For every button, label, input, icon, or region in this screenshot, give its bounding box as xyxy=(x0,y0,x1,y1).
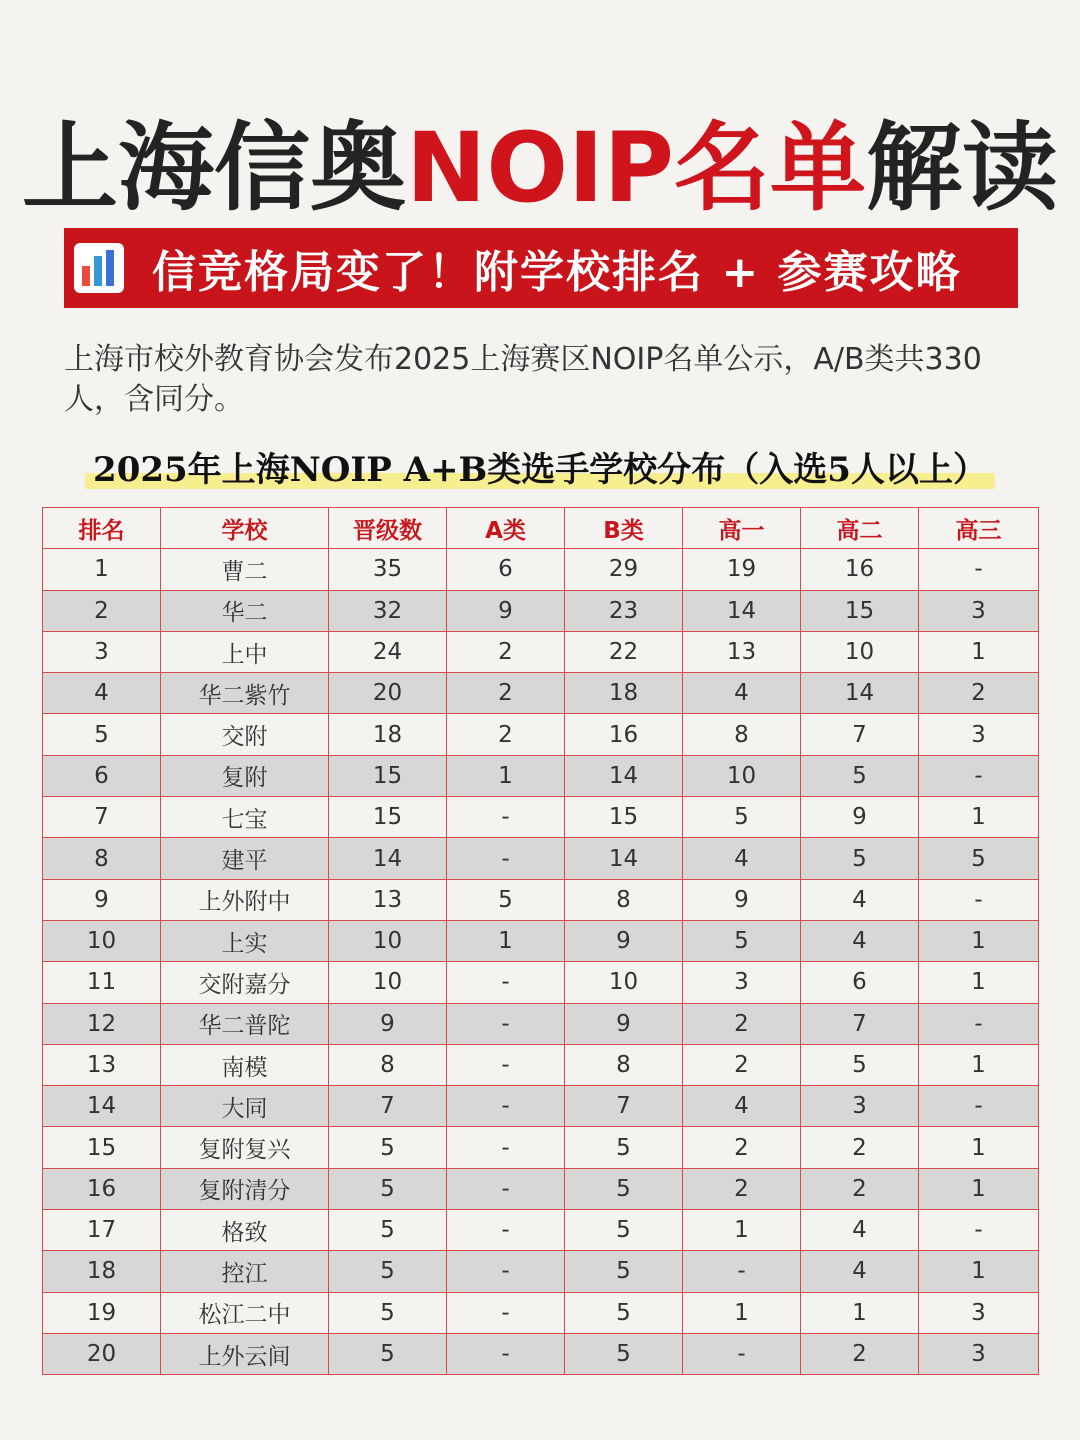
table-cell-b-class: 29 xyxy=(565,549,683,590)
table-cell-grade-11: 10 xyxy=(801,631,919,672)
table-cell-grade-12: 3 xyxy=(919,590,1039,631)
table-row xyxy=(43,838,1039,879)
table-cell-qualified: 24 xyxy=(329,631,447,672)
table-cell-grade-11: 6 xyxy=(801,962,919,1003)
table-cell-b-class: 5 xyxy=(565,1168,683,1209)
table-cell-rank: 15 xyxy=(43,1127,161,1168)
table-cell-rank: 17 xyxy=(43,1210,161,1251)
table-row xyxy=(43,590,1039,631)
table-cell-grade-10: 8 xyxy=(683,714,801,755)
table-cell-rank: 18 xyxy=(43,1251,161,1292)
table-cell-qualified: 5 xyxy=(329,1210,447,1251)
table-cell-grade-10: 13 xyxy=(683,631,801,672)
table-cell-grade-11: 4 xyxy=(801,1210,919,1251)
table-cell-rank: 4 xyxy=(43,673,161,714)
table-row xyxy=(43,755,1039,796)
table-cell-qualified: 35 xyxy=(329,549,447,590)
table-cell-a-class: 1 xyxy=(447,920,565,961)
table-cell-grade-10: 2 xyxy=(683,1003,801,1044)
table-cell-a-class: 6 xyxy=(447,549,565,590)
table-cell-a-class: - xyxy=(447,1333,565,1374)
table-cell-qualified: 10 xyxy=(329,920,447,961)
table-cell-qualified: 15 xyxy=(329,755,447,796)
table-cell-a-class: - xyxy=(447,1168,565,1209)
table-cell-rank: 19 xyxy=(43,1292,161,1333)
column-header-a-class: A类 xyxy=(447,508,565,549)
table-cell-school: 复附 xyxy=(161,755,329,796)
table-cell-a-class: 5 xyxy=(447,879,565,920)
table-cell-school: 大同 xyxy=(161,1086,329,1127)
table-row xyxy=(43,1251,1039,1292)
table-cell-qualified: 7 xyxy=(329,1086,447,1127)
table-cell-b-class: 18 xyxy=(565,673,683,714)
table-row xyxy=(43,1086,1039,1127)
table-row xyxy=(43,631,1039,672)
table-cell-qualified: 5 xyxy=(329,1127,447,1168)
table-cell-school: 复附清分 xyxy=(161,1168,329,1209)
table-cell-rank: 1 xyxy=(43,549,161,590)
table-row xyxy=(43,1210,1039,1251)
table-cell-school: 华二 xyxy=(161,590,329,631)
table-cell-grade-10: 9 xyxy=(683,879,801,920)
table-cell-grade-12: 1 xyxy=(919,1168,1039,1209)
table-title xyxy=(85,442,995,491)
table-cell-b-class: 14 xyxy=(565,755,683,796)
table-cell-b-class: 5 xyxy=(565,1210,683,1251)
table-cell-school: 建平 xyxy=(161,838,329,879)
table-row xyxy=(43,920,1039,961)
table-cell-rank: 12 xyxy=(43,1003,161,1044)
table-header-row xyxy=(43,508,1039,549)
table-cell-grade-10: - xyxy=(683,1251,801,1292)
table-cell-qualified: 15 xyxy=(329,797,447,838)
table-cell-grade-12: 1 xyxy=(919,920,1039,961)
table-cell-grade-11: 5 xyxy=(801,838,919,879)
table-cell-school: 松江二中 xyxy=(161,1292,329,1333)
table-cell-grade-11: 16 xyxy=(801,549,919,590)
table-cell-a-class: - xyxy=(447,1251,565,1292)
table-cell-grade-10: 3 xyxy=(683,962,801,1003)
table-row xyxy=(43,879,1039,920)
table-cell-school: 上中 xyxy=(161,631,329,672)
table-cell-grade-12: 1 xyxy=(919,1127,1039,1168)
table-cell-grade-11: 7 xyxy=(801,1003,919,1044)
table-cell-a-class: - xyxy=(447,1003,565,1044)
column-header-qualified: 晋级数 xyxy=(329,508,447,549)
table-cell-qualified: 32 xyxy=(329,590,447,631)
table-cell-a-class: 9 xyxy=(447,590,565,631)
table-cell-b-class: 10 xyxy=(565,962,683,1003)
table-cell-a-class: 2 xyxy=(447,673,565,714)
table-cell-school: 上外附中 xyxy=(161,879,329,920)
table-cell-grade-11: 5 xyxy=(801,1044,919,1085)
table-cell-a-class: - xyxy=(447,1292,565,1333)
table-cell-school: 交附嘉分 xyxy=(161,962,329,1003)
table-cell-a-class: - xyxy=(447,797,565,838)
table-cell-qualified: 5 xyxy=(329,1168,447,1209)
table-cell-grade-12: - xyxy=(919,755,1039,796)
table-cell-qualified: 18 xyxy=(329,714,447,755)
title-part-2: NOIP名单 xyxy=(405,112,867,224)
table-cell-grade-12: 1 xyxy=(919,1044,1039,1085)
table-cell-b-class: 22 xyxy=(565,631,683,672)
table-cell-school: 复附复兴 xyxy=(161,1127,329,1168)
table-row xyxy=(43,1333,1039,1374)
table-row xyxy=(43,1127,1039,1168)
table-cell-grade-10: 4 xyxy=(683,1086,801,1127)
table-cell-grade-12: 1 xyxy=(919,1251,1039,1292)
table-cell-a-class: - xyxy=(447,838,565,879)
table-cell-b-class: 16 xyxy=(565,714,683,755)
table-cell-grade-10: 19 xyxy=(683,549,801,590)
table-cell-qualified: 20 xyxy=(329,673,447,714)
table-cell-qualified: 5 xyxy=(329,1333,447,1374)
table-cell-rank: 10 xyxy=(43,920,161,961)
table-cell-rank: 5 xyxy=(43,714,161,755)
table-cell-grade-10: 2 xyxy=(683,1127,801,1168)
table-cell-grade-11: 2 xyxy=(801,1127,919,1168)
table-cell-qualified: 10 xyxy=(329,962,447,1003)
table-cell-b-class: 7 xyxy=(565,1086,683,1127)
table-cell-grade-11: 4 xyxy=(801,1251,919,1292)
table-row xyxy=(43,797,1039,838)
table-cell-grade-11: 4 xyxy=(801,879,919,920)
table-cell-grade-11: 4 xyxy=(801,920,919,961)
table-cell-grade-10: 2 xyxy=(683,1168,801,1209)
subtitle-banner xyxy=(64,228,1018,308)
table-cell-qualified: 14 xyxy=(329,838,447,879)
table-cell-b-class: 5 xyxy=(565,1127,683,1168)
table-cell-a-class: - xyxy=(447,962,565,1003)
table-cell-school: 交附 xyxy=(161,714,329,755)
table-cell-school: 格致 xyxy=(161,1210,329,1251)
title-part-3: 解读 xyxy=(866,112,1059,224)
table-cell-rank: 13 xyxy=(43,1044,161,1085)
table-cell-grade-11: 9 xyxy=(801,797,919,838)
table-cell-grade-12: 2 xyxy=(919,673,1039,714)
table-row xyxy=(43,962,1039,1003)
table-row xyxy=(43,673,1039,714)
table-cell-grade-12: - xyxy=(919,1210,1039,1251)
table-cell-a-class: 2 xyxy=(447,631,565,672)
title-part-1: 上海信奥 xyxy=(21,112,406,224)
table-cell-grade-10: 2 xyxy=(683,1044,801,1085)
table-cell-b-class: 9 xyxy=(565,1003,683,1044)
table-cell-rank: 16 xyxy=(43,1168,161,1209)
table-cell-rank: 2 xyxy=(43,590,161,631)
table-cell-school: 上实 xyxy=(161,920,329,961)
school-ranking-table xyxy=(42,507,1039,1375)
table-cell-school: 控江 xyxy=(161,1251,329,1292)
table-cell-grade-12: 3 xyxy=(919,1292,1039,1333)
table-cell-grade-10: 5 xyxy=(683,797,801,838)
table-row xyxy=(43,1292,1039,1333)
table-cell-grade-10: 1 xyxy=(683,1210,801,1251)
table-cell-a-class: - xyxy=(447,1210,565,1251)
table-cell-qualified: 13 xyxy=(329,879,447,920)
table-cell-rank: 14 xyxy=(43,1086,161,1127)
table-cell-school: 曹二 xyxy=(161,549,329,590)
column-header-school: 学校 xyxy=(161,508,329,549)
table-cell-grade-10: 5 xyxy=(683,920,801,961)
table-cell-school: 华二紫竹 xyxy=(161,673,329,714)
table-row xyxy=(43,1168,1039,1209)
table-cell-grade-11: 15 xyxy=(801,590,919,631)
page-title xyxy=(0,108,1080,228)
table-cell-a-class: - xyxy=(447,1127,565,1168)
column-header-grade-10: 高一 xyxy=(683,508,801,549)
table-cell-school: 南模 xyxy=(161,1044,329,1085)
table-cell-school: 七宝 xyxy=(161,797,329,838)
table-cell-grade-12: - xyxy=(919,549,1039,590)
table-cell-grade-12: 1 xyxy=(919,631,1039,672)
table-cell-grade-10: 1 xyxy=(683,1292,801,1333)
table-cell-b-class: 5 xyxy=(565,1251,683,1292)
table-cell-grade-11: 1 xyxy=(801,1292,919,1333)
table-cell-rank: 9 xyxy=(43,879,161,920)
table-cell-a-class: 2 xyxy=(447,714,565,755)
table-cell-rank: 20 xyxy=(43,1333,161,1374)
table-cell-grade-11: 2 xyxy=(801,1168,919,1209)
table-cell-rank: 11 xyxy=(43,962,161,1003)
table-cell-b-class: 9 xyxy=(565,920,683,961)
table-cell-b-class: 14 xyxy=(565,838,683,879)
table-row xyxy=(43,549,1039,590)
table-cell-rank: 6 xyxy=(43,755,161,796)
table-cell-grade-12: - xyxy=(919,1086,1039,1127)
table-cell-grade-11: 5 xyxy=(801,755,919,796)
table-row xyxy=(43,714,1039,755)
table-cell-grade-12: 1 xyxy=(919,962,1039,1003)
table-cell-b-class: 5 xyxy=(565,1333,683,1374)
table-cell-grade-11: 2 xyxy=(801,1333,919,1374)
table-cell-grade-11: 3 xyxy=(801,1086,919,1127)
table-cell-grade-12: 1 xyxy=(919,797,1039,838)
table-title-text: 2025年上海NOIP A+B类选手学校分布（入选5人以上） xyxy=(93,450,987,490)
table-row xyxy=(43,1003,1039,1044)
table-cell-rank: 8 xyxy=(43,838,161,879)
table-cell-grade-10: 14 xyxy=(683,590,801,631)
column-header-b-class: B类 xyxy=(565,508,683,549)
table-cell-grade-12: - xyxy=(919,879,1039,920)
table-cell-b-class: 15 xyxy=(565,797,683,838)
bar-chart-icon xyxy=(74,243,124,293)
table-cell-grade-10: - xyxy=(683,1333,801,1374)
table-cell-grade-12: - xyxy=(919,1003,1039,1044)
table-cell-qualified: 5 xyxy=(329,1251,447,1292)
table-cell-school: 华二普陀 xyxy=(161,1003,329,1044)
table-cell-school: 上外云间 xyxy=(161,1333,329,1374)
table-cell-grade-10: 10 xyxy=(683,755,801,796)
column-header-grade-11: 高二 xyxy=(801,508,919,549)
table-cell-a-class: - xyxy=(447,1086,565,1127)
table-cell-grade-11: 14 xyxy=(801,673,919,714)
table-cell-a-class: 1 xyxy=(447,755,565,796)
table-cell-a-class: - xyxy=(447,1044,565,1085)
intro-paragraph: 上海市校外教育协会发布2025上海赛区NOIP名单公示，A/B类共330人，含同分。 xyxy=(64,342,982,417)
table-cell-grade-11: 7 xyxy=(801,714,919,755)
table-cell-grade-10: 4 xyxy=(683,673,801,714)
table-cell-qualified: 8 xyxy=(329,1044,447,1085)
table-cell-rank: 7 xyxy=(43,797,161,838)
table-cell-b-class: 8 xyxy=(565,1044,683,1085)
table-cell-grade-12: 3 xyxy=(919,714,1039,755)
table-row xyxy=(43,1044,1039,1085)
table-cell-grade-12: 5 xyxy=(919,838,1039,879)
table-cell-qualified: 9 xyxy=(329,1003,447,1044)
banner-text: 信竞格局变了！附学校排名 + 参赛攻略 xyxy=(152,247,962,298)
column-header-grade-12: 高三 xyxy=(919,508,1039,549)
table-cell-qualified: 5 xyxy=(329,1292,447,1333)
table-cell-rank: 3 xyxy=(43,631,161,672)
table-cell-b-class: 8 xyxy=(565,879,683,920)
column-header-rank: 排名 xyxy=(43,508,161,549)
table-cell-grade-10: 4 xyxy=(683,838,801,879)
table-cell-b-class: 5 xyxy=(565,1292,683,1333)
table-cell-grade-12: 3 xyxy=(919,1333,1039,1374)
table-cell-b-class: 23 xyxy=(565,590,683,631)
